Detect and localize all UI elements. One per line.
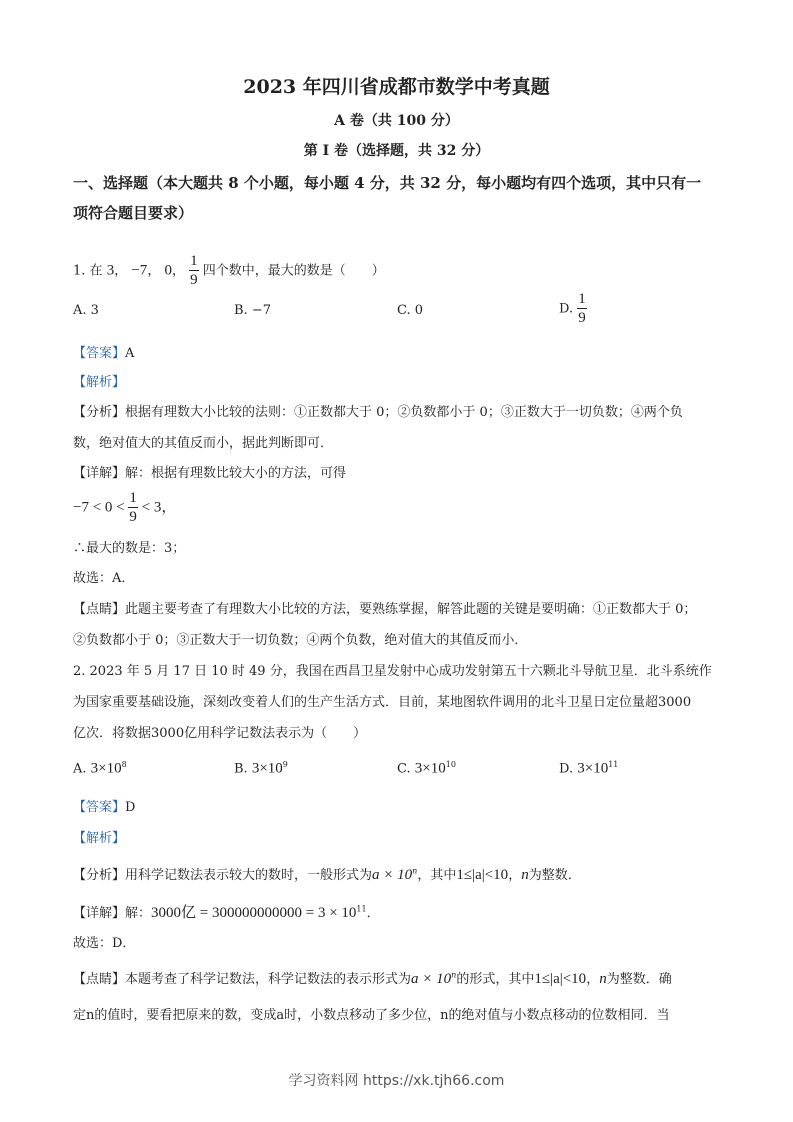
fenxi-text: 用科学记数法表示较大的数时，一般形式为	[125, 868, 373, 883]
opt-base: 3×10	[90, 760, 122, 777]
q1-fraction: $\frac{1}{9}$	[190, 253, 198, 288]
section-heading-line1: 一、选择题（本大题共 8 个小题，每小题 4 分，共 32 分，每小题均有四个选项，其中只有一	[73, 174, 702, 192]
q1-dianjing-line2: ②负数都小于 0；③正数大于一切负数；④两个负数，绝对值大的其值反而小．	[73, 633, 528, 648]
q1-answer	[73, 342, 134, 361]
xiangjie-end: ．	[366, 906, 380, 921]
opt-base: 3×10	[414, 760, 446, 777]
fenxi-tag: 【分析】	[73, 405, 126, 420]
opt-label: B.	[234, 761, 248, 777]
footer-watermark: 学习资料网 https://xk.tjh66.com	[288, 1073, 505, 1089]
q2-stem-line1: 2. 2023 年 5 月 17 日 10 时 49 分，我国在西昌卫星发射中心成功发射第五十六颗北斗导航卫星．北斗系统作	[73, 664, 712, 679]
q2-option-a	[73, 760, 127, 777]
section-heading-line2: 项符合题目要求）	[73, 204, 194, 222]
page-title: 2023 年四川省成都市数学中考真题	[243, 76, 550, 98]
dianjing-exp: n	[451, 970, 457, 980]
q2-option-d	[559, 760, 618, 777]
q2-stem-line3: 亿次．将数据3000亿用科学记数法表示为（ ）	[73, 726, 367, 741]
ineq-fraction: $\frac{1}{9}$	[129, 490, 137, 525]
ineq-left: −7 < 0 <	[73, 499, 125, 516]
q1-fenxi-line2: 数，绝对值大的其值反而小，据此判断即可．	[73, 436, 334, 451]
paper-part-one: 第 I 卷（选择题，共 32 分）	[303, 143, 490, 159]
fenxi-text: ，	[508, 868, 522, 883]
q2-option-c	[397, 760, 456, 777]
fenxi-math: a × 10	[372, 867, 413, 883]
q1-number-0: 0	[164, 262, 172, 279]
xiangjie-text: 解：根据有理数比较大小的方法，可得	[125, 466, 347, 481]
opt-exp: 9	[282, 760, 288, 769]
q2-dianjing-line1	[73, 968, 672, 988]
opt-label: C.	[397, 761, 411, 777]
q1-option-a: A. 3	[73, 303, 99, 318]
q2-fenxi	[73, 864, 581, 884]
q1-number-3: 3	[106, 262, 115, 279]
q2-answer	[73, 796, 135, 815]
dianjing-n: n	[599, 971, 607, 987]
xiangjie-tag: 【详解】	[73, 466, 126, 481]
xiangjie-math: 3000亿 = 300000000000 = 3 × 10	[151, 905, 357, 921]
q1-suffix: 四个数中，最大的数是（ ）	[202, 263, 385, 279]
dianjing-text: 本题考查了科学记数法，科学记数法的表示形式为	[125, 972, 412, 987]
q1-sep: ，	[114, 263, 128, 279]
q2-stem-line2: 为国家重要基础设施，深刻改变着人们的生产生活方式．目前，某地图软件调用的北斗卫星日定位量超3000	[73, 695, 692, 710]
answer-tag: 【答案】	[73, 800, 126, 815]
fenxi-text: 为整数．	[528, 868, 581, 883]
ineq-right: < 3，	[141, 499, 177, 516]
q2-analysis-tag: 【解析】	[73, 831, 126, 846]
q1-sep: ，	[147, 263, 161, 279]
opt-base: 3×10	[251, 760, 283, 777]
fenxi-math: 1≤|a|<10	[456, 867, 509, 883]
answer-value: A	[125, 346, 135, 361]
dianjing-text: ，	[586, 972, 600, 987]
q1-fenxi-line1	[73, 401, 683, 420]
q1-xiangjie	[73, 462, 346, 481]
opt-base: 3×10	[577, 760, 609, 777]
q1-option-d	[559, 292, 587, 326]
q1-sep: ，	[171, 263, 185, 279]
q2-dianjing-line2: 定n的值时，要看把原来的数，变成a时，小数点移动了多少位，n的绝对值与小数点移动的位数相同．当	[73, 1008, 670, 1023]
q2-option-b	[234, 760, 288, 777]
dianjing-math: 1≤|a|<10	[534, 971, 587, 987]
dianjing-text: 的形式，其中	[456, 972, 535, 987]
xiangjie-tag: 【详解】	[73, 906, 126, 921]
q1-dianjing-line1	[73, 598, 696, 617]
q1-conclusion: ∴最大的数是：3；	[73, 541, 186, 556]
xiangjie-exp: 11	[356, 904, 367, 914]
paper-section-a: A 卷（共 100 分）	[334, 113, 459, 129]
xiangjie-text: 解：	[125, 906, 152, 921]
dianjing-text: 此题主要考查了有理数大小比较的方法，要熟练掌握，解答此题的关键是要明确：①正数都大于 0；	[125, 602, 697, 617]
fenxi-text: ，其中	[417, 868, 457, 883]
q1-number-neg7: −7	[131, 262, 148, 279]
q1-prefix: 1. 在	[73, 263, 103, 279]
q1-option-b: B. −7	[234, 303, 271, 318]
opt-exp: 8	[121, 760, 127, 769]
dianjing-math: a × 10	[411, 971, 452, 987]
opt-label: D.	[559, 761, 574, 777]
q1-option-c: C. 0	[397, 303, 424, 318]
fenxi-text: 根据有理数大小比较的法则：①正数都大于 0；②负数都小于 0；③正数大于一切负数；④两个负	[125, 405, 683, 420]
question-1-stem	[73, 254, 385, 288]
fenxi-n: n	[521, 867, 529, 883]
fenxi-exp: n	[412, 866, 418, 876]
q1-option-d-fraction: $\frac{1}{9}$	[578, 291, 586, 326]
answer-value: D	[125, 800, 136, 815]
q2-xiangjie	[73, 901, 380, 922]
dianjing-tag: 【点睛】	[73, 602, 126, 617]
q2-choose: 故选：D．	[73, 936, 136, 951]
q1-inequality	[73, 491, 176, 525]
opt-label: A.	[73, 761, 87, 777]
opt-exp: 10	[445, 760, 456, 769]
q1-option-d-label: D.	[559, 301, 574, 317]
dianjing-text: 为整数．确	[606, 972, 672, 987]
fenxi-tag: 【分析】	[73, 868, 126, 883]
q1-choose: 故选：A．	[73, 571, 135, 586]
dianjing-tag: 【点睛】	[73, 972, 126, 987]
answer-tag: 【答案】	[73, 346, 126, 361]
q1-analysis-tag: 【解析】	[73, 375, 126, 390]
opt-exp: 11	[608, 760, 619, 769]
